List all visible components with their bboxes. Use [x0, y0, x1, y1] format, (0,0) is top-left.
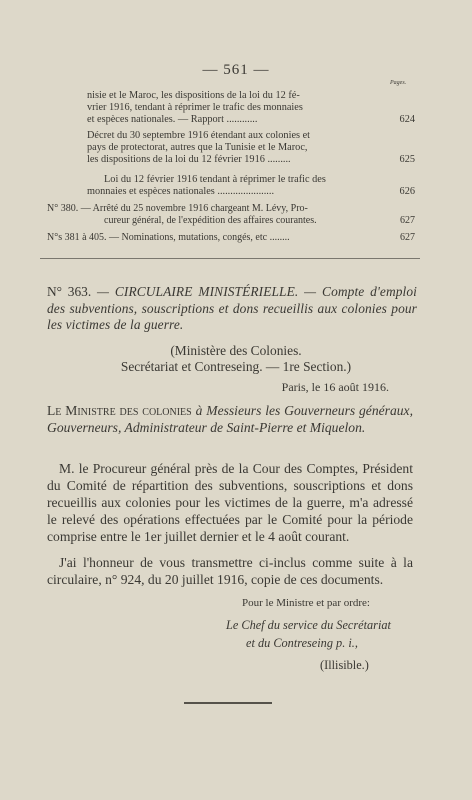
paragraph-1: M. le Procureur général près de la Cour des Comptes, Président du Comité de répartition des subventions, souscriptions et dons recueillis aux colonies pour les victimes de la guerre, m'a adressé le relevé des opérations effectuées par le Comité pour la période comprise entre le 1er juillet dernier et le 4 août courant.: [47, 461, 413, 544]
address-block: [47, 402, 413, 436]
signature-line-1: Pour le Ministre et par ordre:: [242, 597, 370, 609]
toc-line: N° 380. — Arrêté du 25 novembre 1916 chargeant M. Lévy, Pro-: [47, 203, 308, 214]
toc-line: cureur général, de l'expédition des affaires courantes. 627: [104, 215, 415, 226]
address-lead: Le Ministre des colonies: [47, 403, 192, 418]
separator-rule: [40, 258, 420, 259]
paragraph-2: J'ai l'honneur de vous transmettre ci-inclus comme suite à la circulaire, n° 924, du 20 juillet 1916, copie de ces documents.: [47, 555, 413, 587]
toc-line: Loi du 12 février 1916 tendant à réprimer le trafic des: [104, 174, 326, 185]
circular-heading: [47, 284, 417, 334]
signature-line-4: (Illisible.): [320, 658, 369, 672]
signature-line-2: Le Chef du service du Secrétariat: [226, 618, 391, 632]
toc-line: et espèces nationales. — Rapport ............ 624: [87, 114, 415, 125]
toc-line: Décret du 30 septembre 1916 étendant aux colonies et: [87, 130, 311, 141]
toc-line: vrier 1916, tendant à réprimer le trafic des monnaies: [87, 102, 303, 113]
toc-line: N°s 381 à 405. — Nominations, mutations, congés, etc ........ 627: [47, 232, 415, 243]
section-line: Secrétariat et Contreseing. — 1re Section.): [120, 359, 352, 374]
circular-title: — CIRCULAIRE MINISTÉRIELLE. — Compte d'emploi des subventions, souscriptions et dons recueillis aux colonies pour les victimes de la guerre.: [47, 284, 417, 332]
page-number: — 561 —: [202, 62, 270, 78]
dateline: Paris, le 16 août 1916.: [281, 380, 389, 394]
toc-line: les dispositions de la loi du 12 février 1916 ......... 625: [87, 154, 415, 165]
address-recipients: à Messieurs les Gouverneurs généraux, Gouverneurs, Administrateur de Saint-Pierre et Miquelon.: [47, 403, 413, 435]
toc-line: monnaies et espèces nationales ...................... 626: [87, 186, 415, 197]
toc-line: nisie et le Maroc, les dispositions de la loi du 12 fé-: [87, 90, 300, 101]
ministry-line: (Ministère des Colonies.: [170, 343, 302, 358]
pages-column-label: Pages.: [390, 80, 407, 86]
circular-number: N° 363.: [47, 284, 92, 299]
signature-line-3: et du Contreseing p. i.,: [246, 636, 358, 650]
bottom-rule: [184, 702, 272, 704]
toc-line: pays de protectorat, autres que la Tunisie et le Maroc,: [87, 142, 308, 153]
